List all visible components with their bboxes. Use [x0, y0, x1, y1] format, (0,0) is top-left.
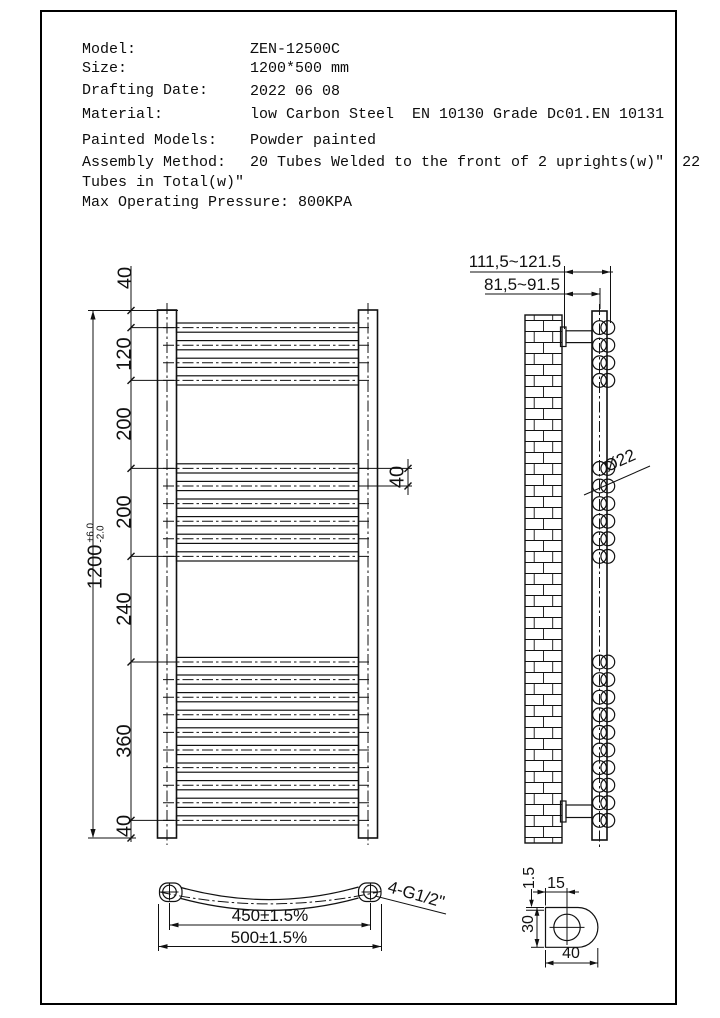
tube-centres-label: 450±1.5%: [231, 906, 309, 925]
spec-continuation: Tubes in Total(w)": [82, 174, 245, 191]
wall-section: [525, 315, 562, 843]
spec-label: Model:: [82, 41, 137, 58]
overall-height-label: [85, 523, 108, 589]
bottom-wall-bracket: [561, 801, 593, 822]
spec-value: ZEN-12500C: [250, 41, 341, 58]
overall-height-tolerance: +6.0 -2.0: [85, 522, 107, 543]
top-wall-bracket: [561, 327, 593, 347]
side-tube-sections: [593, 321, 615, 828]
segment-label-120: 120: [113, 337, 136, 371]
tube-diameter-label: Ø22: [601, 445, 639, 476]
spec-label: Painted Models:: [82, 132, 218, 149]
spec-value: low Carbon Steel EN 10130 Grade Dc01.EN 10131: [250, 106, 665, 123]
side-view: [470, 266, 650, 849]
segment-label-top: 40: [114, 266, 137, 290]
overall-height-value: 1200: [84, 544, 107, 590]
spec-max-pressure: Max Operating Pressure: 800KPA: [82, 194, 353, 211]
wall-offset-inner-label: 81,5~91.5: [483, 275, 561, 294]
spec-value: 1200*500 mm: [250, 60, 350, 77]
wall-offset-outer-label: 111,5~121.5: [468, 252, 562, 271]
segment-label-200a: 200: [113, 407, 136, 441]
pitch-label: 40: [386, 465, 409, 489]
spec-value: Powder painted: [250, 132, 377, 149]
spec-label: Size:: [82, 60, 128, 77]
spec-value: 2022 06 08: [250, 83, 341, 100]
spec-label: Drafting Date:: [82, 82, 209, 99]
overall-width-label: 500±1.5%: [230, 928, 308, 947]
spec-label: Assembly Method:: [82, 154, 227, 171]
curved-tube-top-edge: [181, 887, 359, 900]
thread-label: 4-G1/2": [385, 877, 447, 912]
segment-label-360: 360: [113, 724, 136, 758]
spec-value: 20 Tubes Welded to the front of 2 uprights(w)" 22: [250, 154, 701, 171]
segment-label-bottom: 40: [113, 814, 136, 838]
front-view: [85, 266, 412, 845]
segment-label-200b: 200: [113, 495, 136, 529]
width-label: 40: [562, 945, 580, 962]
segment-label-240: 240: [113, 592, 136, 626]
depth-label: 30: [520, 915, 537, 933]
hole-offset-label: 15: [547, 875, 565, 892]
thickness-label: 1.5: [521, 866, 538, 890]
spec-label: Material:: [82, 106, 164, 123]
front-tubes: [163, 323, 372, 825]
